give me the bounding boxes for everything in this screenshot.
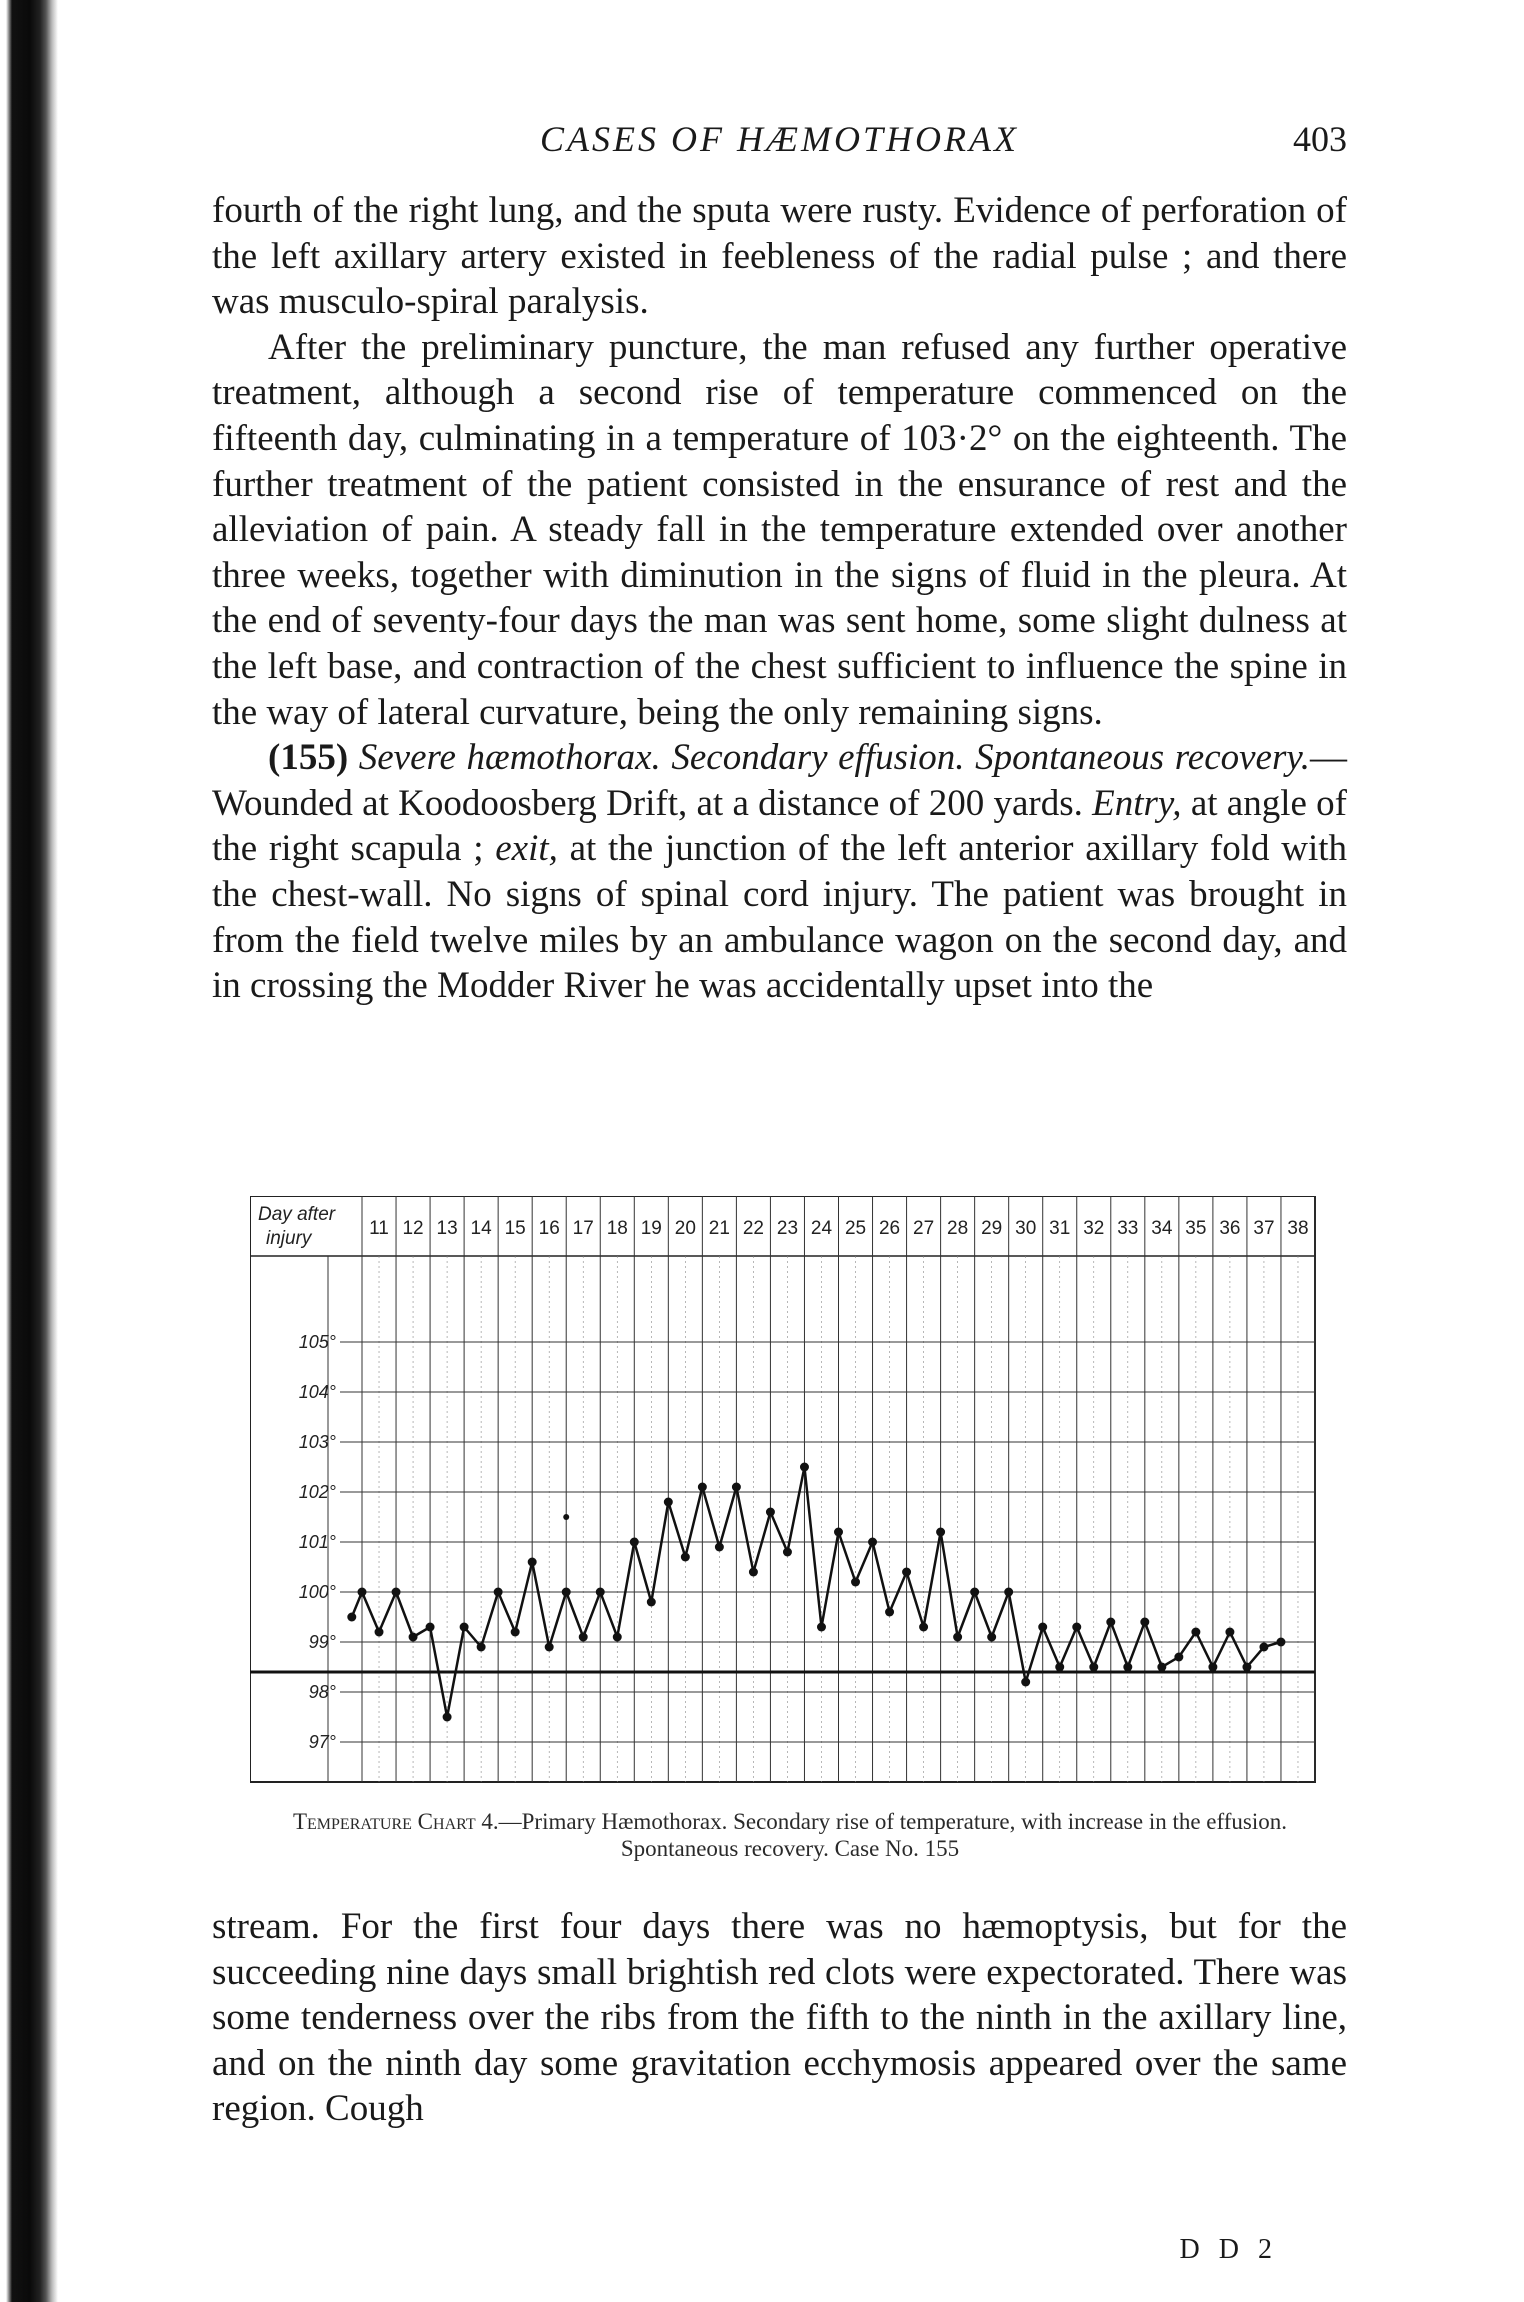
day-label-33: 33 xyxy=(1117,1218,1139,1239)
temperature-point xyxy=(1140,1618,1149,1627)
day-label-31: 31 xyxy=(1049,1218,1071,1239)
temperature-point xyxy=(732,1483,741,1492)
day-label-20: 20 xyxy=(674,1218,696,1239)
temperature-point xyxy=(1157,1663,1166,1672)
day-label-36: 36 xyxy=(1219,1218,1241,1239)
day-label-13: 13 xyxy=(436,1218,458,1239)
temperature-point xyxy=(919,1623,928,1632)
temperature-point xyxy=(545,1643,554,1652)
temperature-point xyxy=(1123,1663,1132,1672)
entry-text: at angle of the right scapula ; xyxy=(212,782,1348,870)
chart-header xyxy=(258,1204,336,1249)
temperature-point xyxy=(1004,1588,1013,1597)
temperature-point xyxy=(375,1628,384,1637)
y-tick-label: 99° xyxy=(308,1632,336,1652)
paragraph-3 xyxy=(212,735,1347,1009)
y-tick-label: 103° xyxy=(298,1432,336,1452)
temperature-point xyxy=(647,1598,656,1607)
figure-caption xyxy=(250,1808,1330,1862)
temperature-point xyxy=(358,1588,367,1597)
temperature-point xyxy=(834,1528,843,1537)
day-label-27: 27 xyxy=(913,1218,935,1239)
temperature-point xyxy=(409,1633,418,1642)
day-label-11: 11 xyxy=(369,1218,389,1239)
temperature-point xyxy=(1276,1638,1285,1647)
temperature-point xyxy=(1055,1663,1064,1672)
book-spine-edge xyxy=(0,0,58,2302)
y-tick-label: 105° xyxy=(298,1332,336,1352)
case-title: Severe hæmothorax. Secondary effusion. Spontaneous recovery. xyxy=(358,737,1311,779)
temperature-point xyxy=(1208,1663,1217,1672)
chart-header-label-line2: injury xyxy=(266,1228,312,1249)
day-label-15: 15 xyxy=(504,1218,526,1239)
temperature-point xyxy=(1242,1663,1251,1672)
stray-point xyxy=(563,1514,569,1520)
day-label-14: 14 xyxy=(470,1218,492,1239)
chart-grid xyxy=(250,1196,1315,1782)
temperature-point xyxy=(936,1528,945,1537)
temperature-point xyxy=(1174,1653,1183,1662)
temperature-point xyxy=(1038,1623,1047,1632)
temperature-point xyxy=(817,1623,826,1632)
paragraph-4: stream. For the first four days there was no hæmoptysis, but for the succeeding nine days small brightish red clots were expectorated. There was some tenderness over the ribs from the fifth to the ninth in the axillary line, and on the ninth day some gravitation ecchymosis appeared over the same region. Cough xyxy=(212,1906,1347,2130)
chart-frame xyxy=(250,1196,1315,1782)
temperature-point xyxy=(766,1508,775,1517)
temperature-point xyxy=(1106,1618,1115,1627)
temperature-point xyxy=(715,1543,724,1552)
day-label-22: 22 xyxy=(742,1218,764,1239)
temperature-point xyxy=(681,1553,690,1562)
temperature-point xyxy=(664,1498,673,1507)
temperature-point xyxy=(1072,1623,1081,1632)
day-label-17: 17 xyxy=(572,1218,594,1239)
chart-header-label-line1: Day after xyxy=(258,1204,336,1225)
day-label-25: 25 xyxy=(844,1218,867,1239)
temperature-point xyxy=(443,1713,452,1722)
day-label-16: 16 xyxy=(538,1218,560,1239)
page-number: 403 xyxy=(1293,119,1347,159)
temperature-point xyxy=(511,1628,520,1637)
case-body: —Wounded at Koodoosberg Drift, at a distance of 200 yards. xyxy=(212,737,1348,824)
day-label-35: 35 xyxy=(1185,1218,1207,1239)
entry-label: Entry, xyxy=(1092,782,1182,824)
temperature-point xyxy=(596,1588,605,1597)
temperature-point xyxy=(868,1538,877,1547)
temperature-chart xyxy=(250,1196,1330,1796)
temperature-point xyxy=(953,1633,962,1642)
exit-label: exit, xyxy=(495,828,558,870)
y-tick-label: 102° xyxy=(298,1482,336,1502)
day-label-29: 29 xyxy=(981,1218,1003,1239)
y-tick-label: 100° xyxy=(298,1582,336,1602)
temperature-point xyxy=(579,1633,588,1642)
temperature-point xyxy=(392,1588,401,1597)
day-label-19: 19 xyxy=(640,1218,662,1239)
temperature-point xyxy=(885,1608,894,1617)
day-label-32: 32 xyxy=(1083,1218,1105,1239)
day-label-38: 38 xyxy=(1287,1218,1309,1239)
chart-y-tick-labels xyxy=(299,1332,336,1752)
temperature-point xyxy=(1021,1678,1030,1687)
temperature-point xyxy=(851,1578,860,1587)
temperature-point xyxy=(347,1613,356,1622)
y-tick-label: 98° xyxy=(308,1682,336,1702)
temperature-point xyxy=(800,1463,809,1472)
day-label-30: 30 xyxy=(1015,1218,1037,1239)
temperature-point xyxy=(460,1623,469,1632)
temperature-point xyxy=(562,1588,571,1597)
day-label-28: 28 xyxy=(947,1218,969,1239)
running-header xyxy=(212,112,1347,164)
temperature-point xyxy=(783,1548,792,1557)
temperature-point xyxy=(970,1588,979,1597)
exit-text: at the junction of the left anterior axillary fold with the chest-wall. No signs of spinal cord injury. The patient was brought in from the field twelve miles by an ambulance wagon on the second day, and in crossing the Modder River he was accidentally upset into the xyxy=(212,828,1348,1007)
temperature-point xyxy=(426,1623,435,1632)
running-title: CASES OF HÆMOTHORAX xyxy=(540,119,1019,159)
temperature-point xyxy=(1089,1663,1098,1672)
day-label-34: 34 xyxy=(1151,1218,1173,1239)
signature-mark: D D 2 xyxy=(1179,2234,1278,2265)
day-label-23: 23 xyxy=(776,1218,799,1239)
temperature-point xyxy=(1259,1643,1268,1652)
body-text-top xyxy=(212,188,1347,1009)
temperature-point xyxy=(902,1568,911,1577)
temperature-point xyxy=(477,1643,486,1652)
caption-label: Temperature Chart 4. xyxy=(292,1809,499,1834)
day-label-18: 18 xyxy=(606,1218,628,1239)
paragraph-1: fourth of the right lung, and the sputa were rusty. Evidence of perforation of the left axillary artery existed in feebleness of the radial pulse ; and there was musculo-spiral paralysis. xyxy=(212,190,1347,323)
temperature-point xyxy=(987,1633,996,1642)
day-label-12: 12 xyxy=(402,1218,424,1239)
temperature-point xyxy=(630,1538,639,1547)
temperature-point xyxy=(1191,1628,1200,1637)
y-tick-label: 97° xyxy=(308,1732,336,1752)
caption-text: —Primary Hæmothorax. Secondary rise of temperature, with increase in the effusion. Spontaneous recovery. Case No. 155 xyxy=(498,1809,1288,1861)
temperature-point xyxy=(698,1483,707,1492)
day-label-37: 37 xyxy=(1253,1218,1275,1239)
temperature-point xyxy=(1225,1628,1234,1637)
case-number: (155) xyxy=(268,737,349,779)
y-tick-label: 101° xyxy=(298,1532,336,1552)
paragraph-2: After the preliminary puncture, the man refused any further operative treatment, although a second rise of temperature commenced on the fifteenth day, culminating in a temperature of 103·2° on the eighteenth. The further treatment of the patient consisted in the ensurance of rest and the alleviation of pain. A steady fall in the temperature extended over another three weeks, together with diminution in the signs of fluid in the pleura. At the end of seventy-four days the man was sent home, some slight dulness at the left base, and contraction of the chest sufficient to influence the spine in the way of lateral curvature, being the only remaining signs. xyxy=(212,326,1347,733)
day-label-26: 26 xyxy=(878,1218,901,1239)
temperature-point xyxy=(749,1568,758,1577)
body-text-bottom xyxy=(212,1904,1347,2132)
y-tick-label: 104° xyxy=(298,1382,336,1402)
day-label-21: 21 xyxy=(708,1218,730,1239)
temperature-point xyxy=(613,1633,622,1642)
temperature-point xyxy=(528,1558,537,1567)
day-label-24: 24 xyxy=(810,1218,833,1239)
temperature-point xyxy=(494,1588,503,1597)
